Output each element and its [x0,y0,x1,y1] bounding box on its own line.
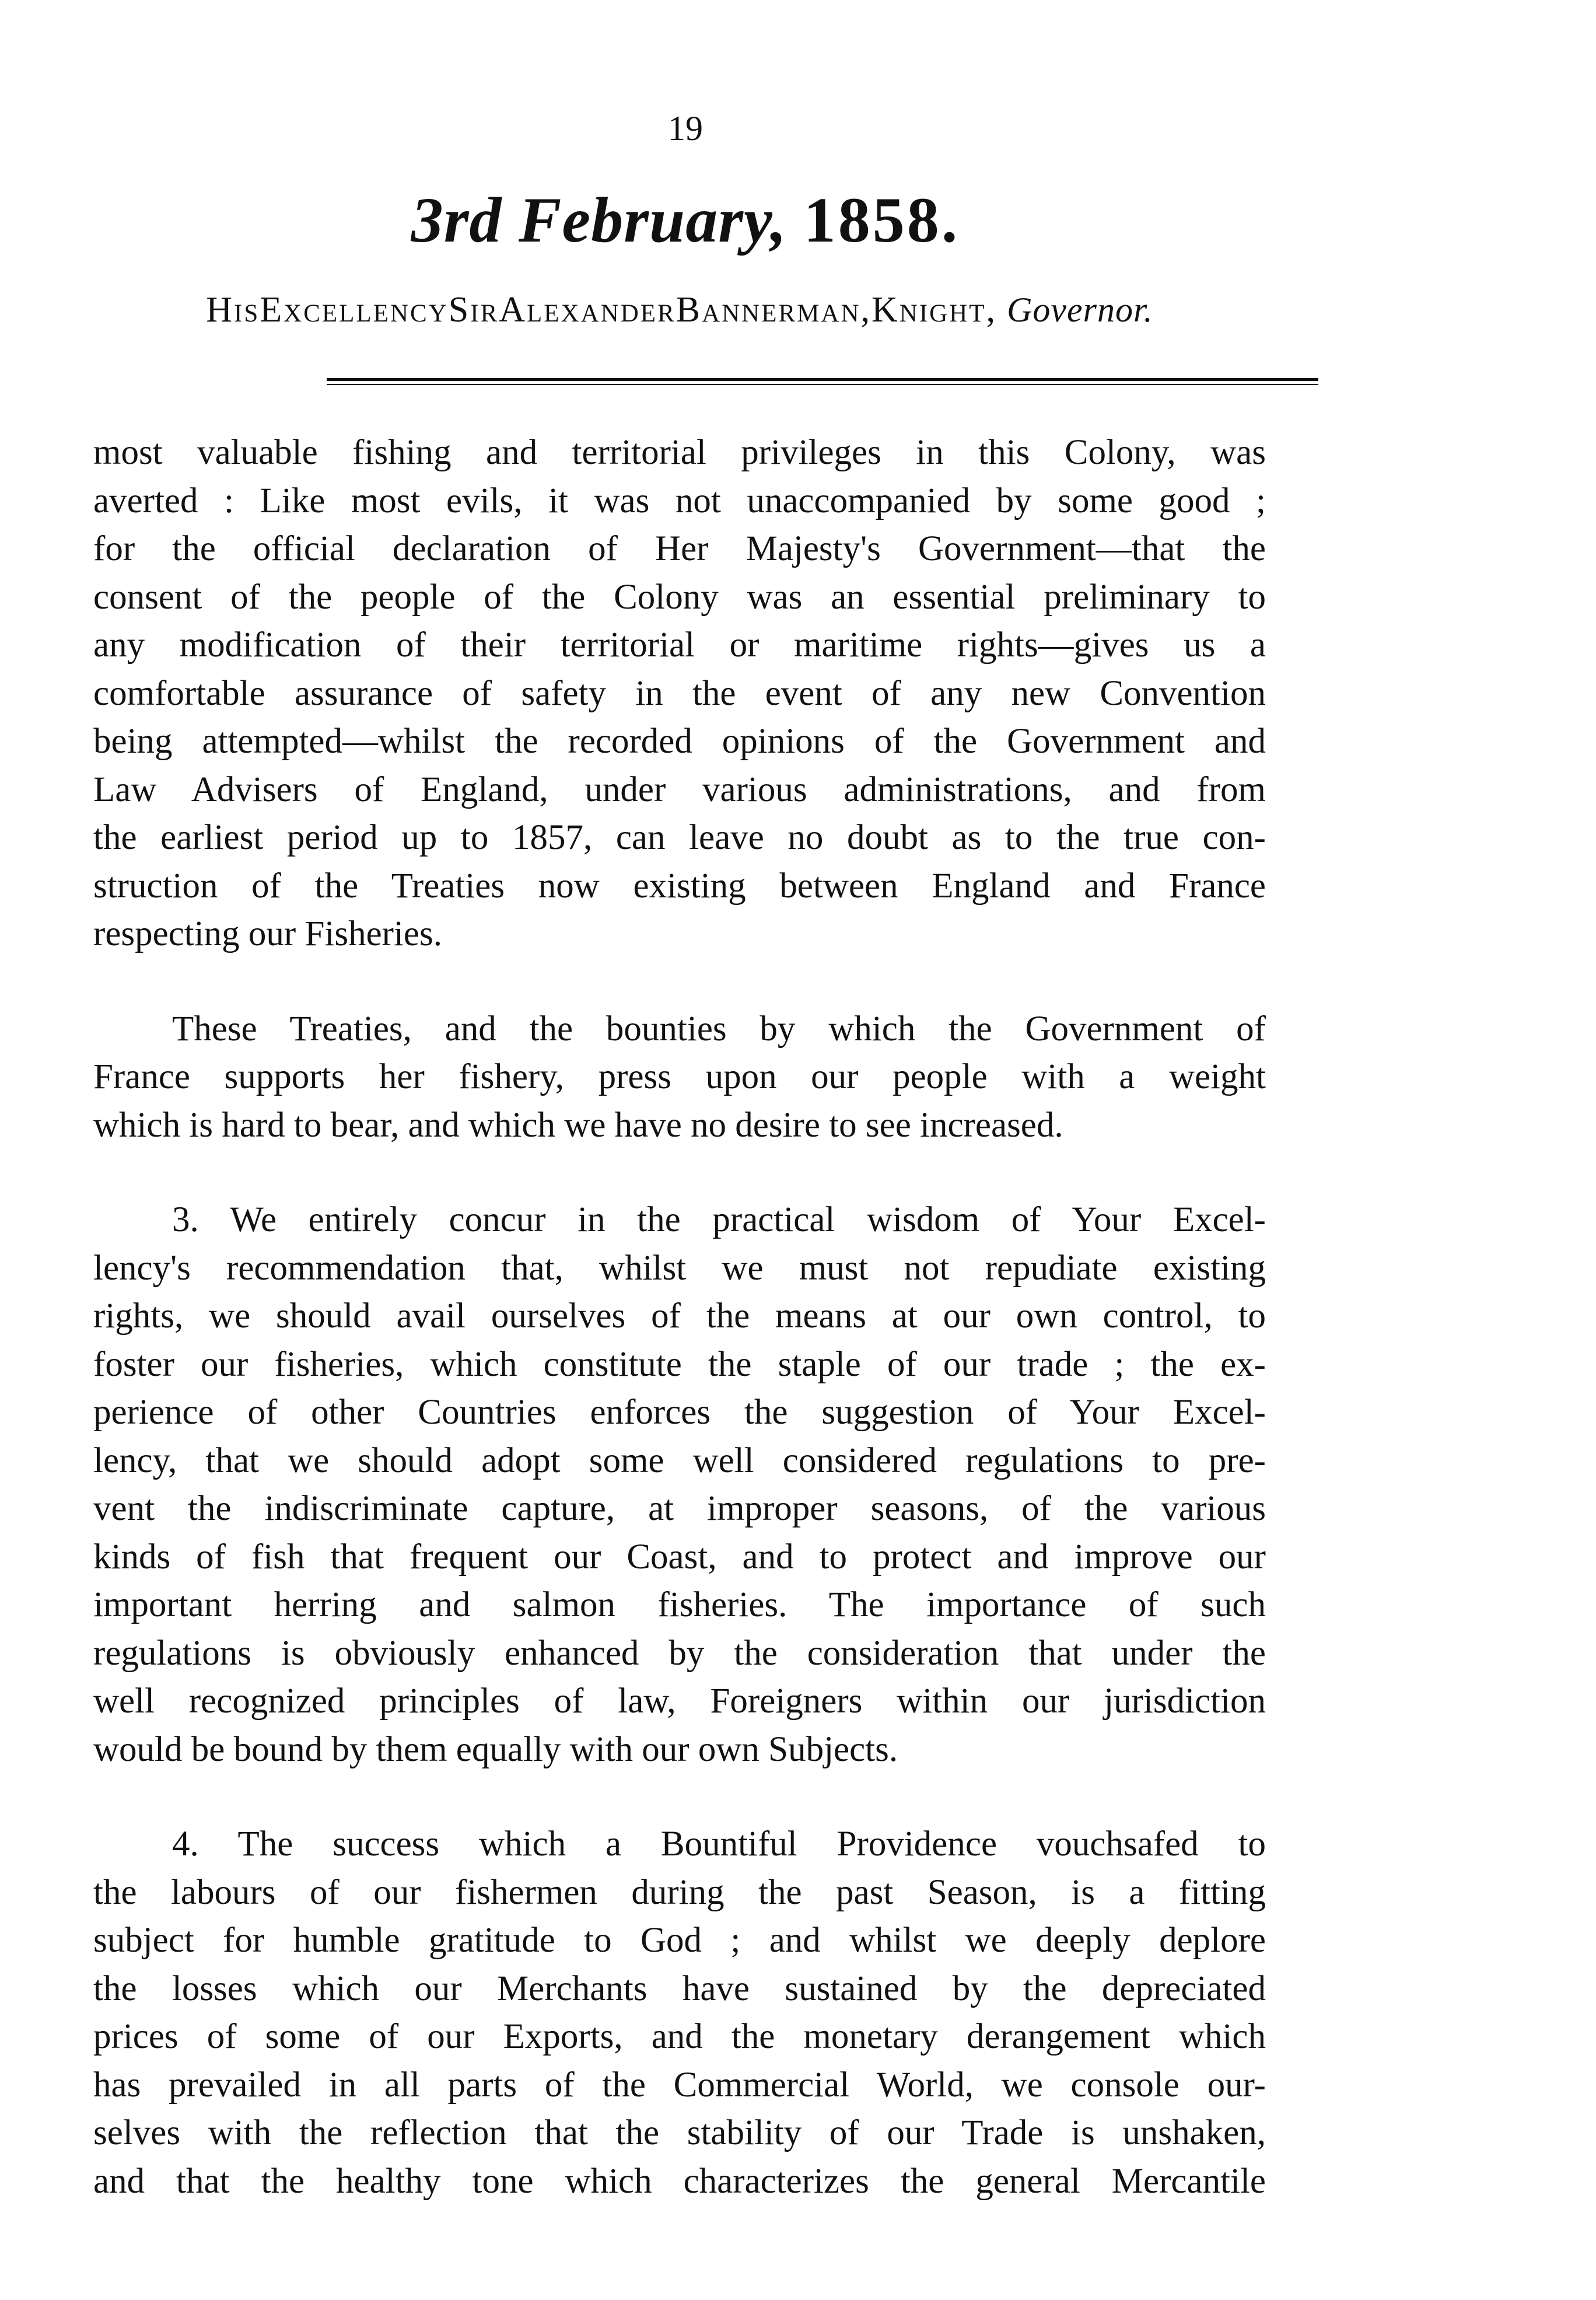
text-line: has prevailed in all parts of the Commercial World, we console our- [93,2065,1266,2105]
text-line: lency's recommendation that, whilst we must not repudiate existing [93,1248,1266,1288]
text-line: foster our fisheries, which constitute the staple of our trade ; the ex- [93,1344,1266,1384]
text-line: 4. The success which a Bountiful Providence vouchsafed to [172,1824,1266,1864]
text-line: most valuable fishing and territorial privileges in this Colony, was [93,433,1266,472]
text-line: France supports her fishery, press upon our people with a weight [93,1057,1266,1096]
text-line: regulations is obviously enhanced by the consideration that under the [93,1633,1266,1673]
running-head-knight: Knight, [872,290,998,330]
running-head-sir: Sir [448,290,499,330]
paragraph-continuation [93,429,1266,959]
body-text [93,429,1266,2205]
text-line: averted : Like most evils, it was not unaccompanied by some good ; [93,481,1266,520]
text-line: selves with the reflection that the stability of our Trade is unshaken, [93,2113,1266,2152]
text-line: and that the healthy tone which characterizes the general Mercantile [93,2161,1266,2201]
text-line: the earliest period up to 1857, can leave no doubt as to the true con- [93,818,1266,857]
text-line: rights, we should avail ourselves of the means at our own control, to [93,1296,1266,1336]
running-head-bannerman: Bannerman, [676,290,872,330]
text-line: struction of the Treaties now existing between England and France [93,866,1266,906]
text-line: the losses which our Merchants have sustained by the depreciated [93,1969,1266,2008]
paragraph-treaties [93,1005,1266,1150]
date-heading [0,184,1371,256]
paragraph-3 [93,1196,1266,1774]
text-line: would be bound by them equally with our own Subjects. [93,1729,898,1769]
text-line: lency, that we should adopt some well considered regulations to pre- [93,1441,1266,1480]
paragraph-4 [93,1820,1266,2205]
running-head-title: Governor. [1007,291,1153,329]
text-line: comfortable assurance of safety in the event of any new Convention [93,673,1266,713]
text-line: Law Advisers of England, under various administrations, and from [93,770,1266,809]
running-head-his: His [206,290,260,330]
text-line: respecting our Fisheries. [93,914,442,953]
date-heading-date: 3rd February, [411,184,788,256]
date-heading-year: 1858. [803,184,960,256]
text-line: These Treaties, and the bounties by which the Government of [172,1009,1266,1048]
text-line: prices of some of our Exports, and the monetary derangement which [93,2017,1266,2056]
running-head-alexander: Alexander [499,290,676,330]
running-head [93,292,1266,328]
text-line: the labours of our fishermen during the past Season, is a fitting [93,1872,1266,1912]
text-line: consent of the people of the Colony was an essential preliminary to [93,577,1266,617]
text-line: kinds of fish that frequent our Coast, and to protect and improve our [93,1537,1266,1577]
text-line: subject for humble gratitude to God ; and whilst we deeply deplore [93,1921,1266,1960]
text-line: 3. We entirely concur in the practical wisdom of Your Excel- [172,1200,1266,1239]
text-line: any modification of their territorial or maritime rights—gives us a [93,625,1266,665]
running-head-excellency: Excellency [260,290,449,330]
text-line: which is hard to bear, and which we have no desire to see increased. [93,1105,1063,1145]
text-line: well recognized principles of law, Foreigners within our jurisdiction [93,1682,1266,1721]
text-line: for the official declaration of Her Majesty's Government—that the [93,529,1266,568]
text-line: perience of other Countries enforces the suggestion of Your Excel- [93,1393,1266,1432]
heading-rule [327,378,1318,381]
text-line: important herring and salmon fisheries. The importance of such [93,1585,1266,1624]
page-number: 19 [668,109,703,148]
text-line: being attempted—whilst the recorded opinions of the Government and [93,722,1266,761]
text-line: vent the indiscriminate capture, at improper seasons, of the various [93,1489,1266,1528]
